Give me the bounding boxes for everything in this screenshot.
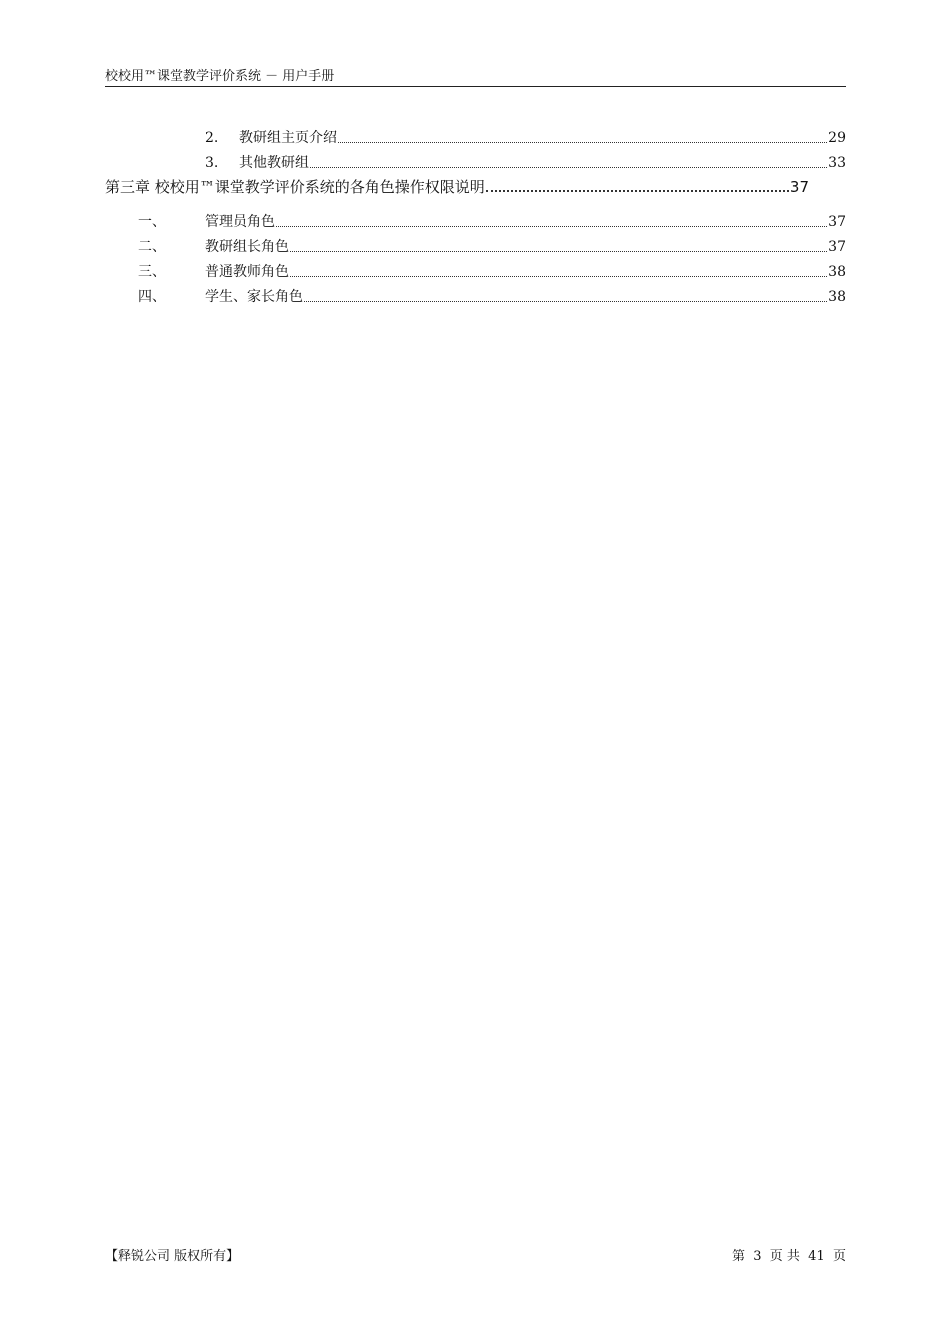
- toc-dot-leader: [276, 226, 827, 227]
- toc-entry-number: 2.: [205, 130, 219, 146]
- footer-page-total: 41: [808, 1249, 825, 1264]
- toc-entry-page: 38: [828, 289, 846, 305]
- toc-entry-page: 37: [828, 214, 846, 230]
- toc-entry-page: 29: [828, 130, 846, 146]
- toc-entry[interactable]: [138, 287, 846, 307]
- toc-entry[interactable]: [138, 212, 846, 232]
- toc-entry-title: 其他教研组: [239, 155, 309, 171]
- toc-dot-leader: [290, 276, 827, 277]
- toc-entry-number: 三、: [138, 264, 166, 280]
- toc-entry[interactable]: [138, 262, 846, 282]
- toc-chapter-title: 第三章 校校用™课堂教学评价系统的各角色操作权限说明: [105, 178, 485, 196]
- toc-entry-title: 管理员角色: [205, 214, 275, 230]
- toc-entry[interactable]: [205, 128, 846, 148]
- page-header: [105, 68, 846, 87]
- toc-dot-leader: [290, 251, 827, 252]
- header-title: 校校用™课堂教学评价系统 － 用户手册: [105, 69, 335, 84]
- footer-page-current: 3: [753, 1249, 762, 1264]
- toc-entry[interactable]: [205, 153, 846, 173]
- toc-chapter-page: 37: [789, 178, 809, 196]
- toc-dot-leader: [486, 190, 789, 192]
- toc-entry-number: 四、: [138, 289, 166, 305]
- toc-dot-leader: [310, 167, 827, 168]
- toc-entry-page: 38: [828, 264, 846, 280]
- footer-page-number: [732, 1248, 846, 1266]
- toc-entry-number: 一、: [138, 214, 166, 230]
- toc-entry-page: 37: [828, 239, 846, 255]
- toc-entry-title: 普通教师角色: [205, 264, 289, 280]
- footer-page-prefix: 第: [731, 1249, 745, 1264]
- footer-copyright: [105, 1248, 239, 1266]
- footer-page-suffix: 页: [832, 1249, 846, 1264]
- toc-entry[interactable]: [138, 237, 846, 257]
- toc-entry-page: 33: [828, 155, 846, 171]
- toc-entry-number: 3.: [205, 155, 219, 171]
- toc-entry-number: 二、: [138, 239, 166, 255]
- footer-page-mid: 页 共: [769, 1249, 800, 1264]
- footer-copyright-text: 【释锐公司 版权所有】: [105, 1249, 240, 1264]
- toc-dot-leader: [338, 142, 827, 143]
- toc-entry-title: 学生、家长角色: [205, 289, 303, 305]
- toc-dot-leader: [304, 301, 827, 302]
- toc-entry-title: 教研组主页介绍: [239, 130, 337, 146]
- toc-chapter-entry[interactable]: [105, 177, 809, 197]
- toc-entry-title: 教研组长角色: [205, 239, 289, 255]
